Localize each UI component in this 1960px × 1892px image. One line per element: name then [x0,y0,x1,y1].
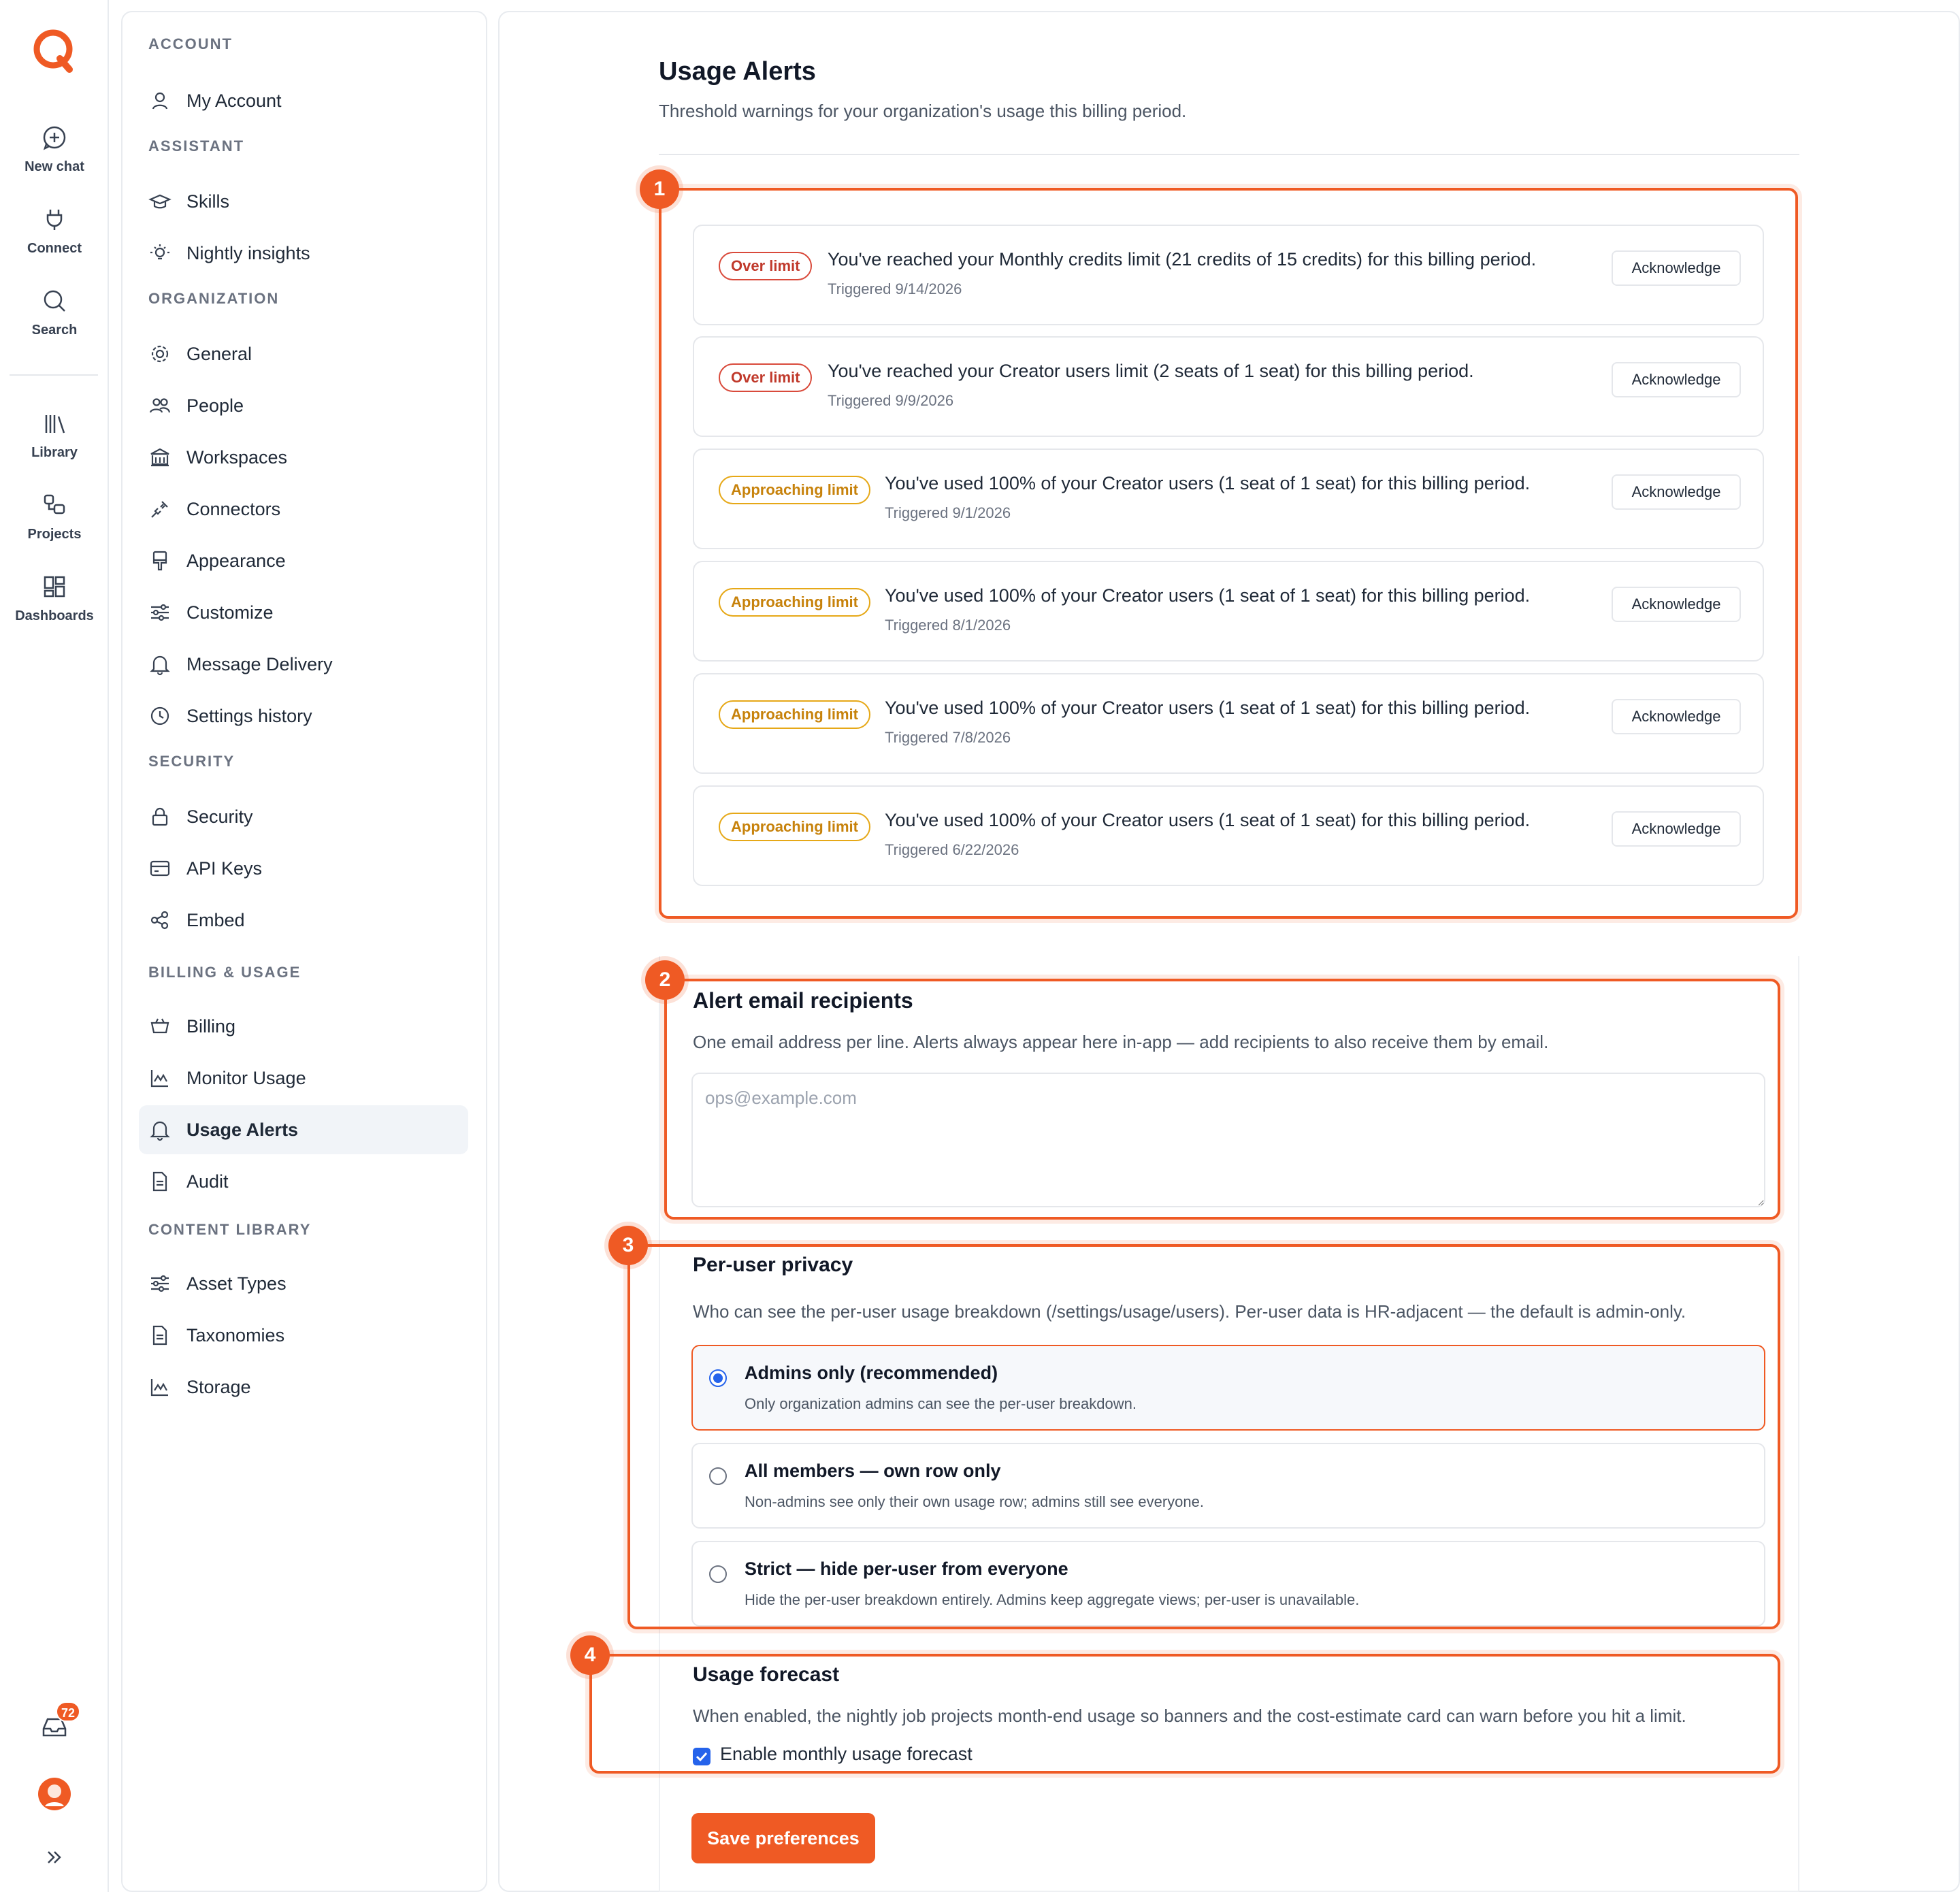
dashboards-icon [41,573,68,600]
radio-button[interactable] [709,1565,727,1583]
rail-projects[interactable] [0,491,109,542]
nav-item-security[interactable] [139,792,468,841]
alert-triggered-date: Triggered 9/14/2026 [828,280,962,297]
rail-label: Library [31,445,78,460]
rail-dashboards[interactable] [0,573,109,624]
paint-brush-icon [148,549,172,572]
checkmark-icon [693,1748,710,1765]
acknowledge-button[interactable]: Acknowledge [1612,699,1741,734]
privacy-option-own-row[interactable] [691,1443,1765,1529]
header-divider [659,154,1799,155]
option-label: Admins only (recommended) [745,1363,998,1383]
nav-item-label: Workspaces [186,446,288,468]
app-rail [0,0,109,1892]
rail-library[interactable] [0,410,109,461]
nav-item-billing[interactable] [139,1002,468,1051]
privacy-description: Who can see the per-user usage breakdown (/settings/usage/users). Per-user data is HR-adjacent — the default is admin-only. [693,1301,1686,1322]
forecast-description: When enabled, the nightly job projects month-end usage so banners and the cost-estimate card can warn before you hit a limit. [693,1706,1686,1726]
nav-item-label: Security [186,806,253,827]
privacy-option-strict[interactable] [691,1541,1765,1627]
user-avatar[interactable] [0,1776,109,1815]
nav-item-label: Settings history [186,705,312,726]
nav-item-audit[interactable] [139,1157,468,1206]
inbox-count-badge: 72 [56,1701,80,1722]
alert-card [693,561,1764,662]
alert-triggered-date: Triggered 6/22/2026 [885,841,1019,858]
rail-label: Connect [27,241,82,256]
acknowledge-button[interactable]: Acknowledge [1612,250,1741,286]
alert-message: You've used 100% of your Creator users (1 seat of 1 seat) for this billing period. [885,698,1531,718]
nav-heading-assistant: ASSISTANT [148,137,245,154]
nav-item-label: Audit [186,1171,229,1192]
rail-divider [10,374,98,376]
nav-item-label: Asset Types [186,1273,287,1294]
step-marker: 3 [608,1226,648,1265]
status-badge: Approaching limit [719,813,870,841]
lock-icon [148,805,172,828]
nav-item-label: My Account [186,90,282,111]
alert-message: You've used 100% of your Creator users (1 seat of 1 seat) for this billing period. [885,473,1531,493]
lightbulb-icon [148,242,172,265]
avatar-icon [37,1776,72,1812]
nav-item-api-keys[interactable] [139,844,468,893]
library-icon [41,410,68,437]
nav-heading-organization: ORGANIZATION [148,290,280,307]
search-icon [41,287,68,314]
privacy-option-admins-only[interactable] [691,1345,1765,1431]
alert-message: You've used 100% of your Creator users (1 seat of 1 seat) for this billing period. [885,810,1531,830]
page-subtitle: Threshold warnings for your organization's usage this billing period. [659,101,1187,121]
nav-heading-account: ACCOUNT [148,35,233,52]
building-icon [148,446,172,469]
new-chat-icon [41,124,68,151]
step-marker: 2 [645,960,685,1000]
radio-button[interactable] [709,1369,727,1387]
nav-item-my-account[interactable] [139,76,468,125]
nav-item-people[interactable] [139,381,468,430]
nav-item-message-delivery[interactable] [139,640,468,689]
nav-item-label: Monitor Usage [186,1067,306,1088]
nav-item-label: Message Delivery [186,653,333,674]
nav-item-label: Embed [186,909,245,930]
alert-message: You've reached your Creator users limit (2 seats of 1 seat) for this billing period. [828,361,1474,381]
nav-item-embed[interactable] [139,896,468,945]
nav-item-label: Appearance [186,550,286,571]
nav-item-workspaces[interactable] [139,433,468,482]
recipients-textarea[interactable] [691,1073,1765,1207]
status-badge: Approaching limit [719,700,870,729]
nav-item-label: Customize [186,602,274,623]
credit-card-icon [148,857,172,880]
alert-triggered-date: Triggered 8/1/2026 [885,617,1011,634]
acknowledge-button[interactable]: Acknowledge [1612,362,1741,397]
nav-heading-billing: BILLING & USAGE [148,964,301,981]
alert-triggered-date: Triggered 9/1/2026 [885,504,1011,521]
option-description: Hide the per-user breakdown entirely. Admins keep aggregate views; per-user is unavailable. [745,1591,1360,1608]
alert-card [693,225,1764,325]
status-badge: Over limit [719,252,812,280]
alert-card [693,673,1764,774]
nav-heading-content-library: CONTENT LIBRARY [148,1221,312,1238]
alert-message: You've used 100% of your Creator users (1 seat of 1 seat) for this billing period. [885,585,1531,606]
nav-item-label: Nightly insights [186,242,310,263]
status-badge: Approaching limit [719,588,870,617]
app-logo-icon[interactable] [30,26,79,75]
acknowledge-button[interactable]: Acknowledge [1612,587,1741,622]
bell-icon [148,1118,172,1141]
expand-rail-button[interactable] [0,1846,109,1872]
radio-button[interactable] [709,1467,727,1485]
option-label: All members — own row only [745,1461,1001,1481]
save-preferences-button[interactable]: Save preferences [691,1813,875,1863]
nav-item-label: General [186,343,252,364]
connector-plug-icon [148,498,172,521]
people-icon [148,394,172,417]
acknowledge-button[interactable]: Acknowledge [1612,474,1741,510]
nav-item-label: Skills [186,191,230,212]
basket-icon [148,1015,172,1038]
forecast-checkbox[interactable] [693,1748,710,1765]
rail-new-chat[interactable] [0,124,109,175]
nav-item-appearance[interactable] [139,536,468,585]
user-icon [148,89,172,112]
line-chart-icon [148,1066,172,1090]
clock-icon [148,704,172,728]
document-icon [148,1170,172,1193]
nav-item-label: Taxonomies [186,1324,285,1345]
forecast-checkbox-label[interactable]: Enable monthly usage forecast [720,1744,973,1764]
nav-item-usage-alerts[interactable] [139,1105,468,1154]
nav-heading-security: SECURITY [148,753,235,770]
page-title: Usage Alerts [659,57,816,86]
nav-item-label: Storage [186,1376,251,1397]
nav-item-storage[interactable] [139,1363,468,1412]
nav-item-monitor-usage[interactable] [139,1054,468,1103]
bell-icon [148,653,172,676]
nav-item-connectors[interactable] [139,485,468,534]
rail-label: Projects [27,527,82,542]
alert-card [693,336,1764,437]
rail-search[interactable] [0,287,109,338]
status-badge: Approaching limit [719,476,870,504]
nav-item-label: People [186,395,244,416]
nav-item-general[interactable] [139,329,468,378]
sliders-icon [148,1272,172,1295]
nav-item-label: API Keys [186,858,263,879]
nav-item-nightly-insights[interactable] [139,229,468,278]
rail-label: Search [31,323,78,338]
acknowledge-button[interactable]: Acknowledge [1612,811,1741,847]
forecast-title: Usage forecast [693,1663,840,1686]
nav-item-taxonomies[interactable] [139,1311,468,1360]
rail-label: Dashboards [15,608,94,623]
alert-triggered-date: Triggered 7/8/2026 [885,729,1011,746]
rail-label: New chat [24,159,84,174]
nav-item-label: Billing [186,1015,236,1037]
line-chart-icon [148,1375,172,1399]
graduation-cap-icon [148,190,172,213]
gear-icon [148,342,172,365]
option-description: Non-admins see only their own usage row; admins still see everyone. [745,1493,1204,1510]
share-nodes-icon [148,909,172,932]
plug-icon [41,206,68,233]
nav-item-asset-types[interactable] [139,1259,468,1308]
nav-item-settings-history[interactable] [139,691,468,740]
step-marker: 4 [570,1635,610,1675]
document-icon [148,1324,172,1347]
option-description: Only organization admins can see the per-user breakdown. [745,1395,1137,1412]
rail-inbox[interactable] [0,1712,109,1746]
chevrons-right-icon [43,1846,66,1869]
alert-triggered-date: Triggered 9/9/2026 [828,392,954,409]
rail-connect[interactable] [0,206,109,257]
recipients-description: One email address per line. Alerts always appear here in-app — add recipients to also receive them by email. [693,1032,1549,1052]
sliders-icon [148,601,172,624]
settings-nav [121,11,487,1892]
option-label: Strict — hide per-user from everyone [745,1559,1068,1579]
nav-item-skills[interactable] [139,177,468,226]
step-marker: 1 [640,169,679,209]
alert-message: You've reached your Monthly credits limit (21 credits of 15 credits) for this billing period. [828,249,1537,270]
alert-card [693,448,1764,549]
projects-icon [41,491,68,519]
nav-item-label: Connectors [186,498,281,519]
privacy-title: Per-user privacy [693,1254,853,1276]
recipients-title: Alert email recipients [693,988,913,1013]
nav-item-customize[interactable] [139,588,468,637]
alert-card [693,785,1764,886]
nav-item-label: Usage Alerts [186,1119,299,1140]
status-badge: Over limit [719,363,812,392]
